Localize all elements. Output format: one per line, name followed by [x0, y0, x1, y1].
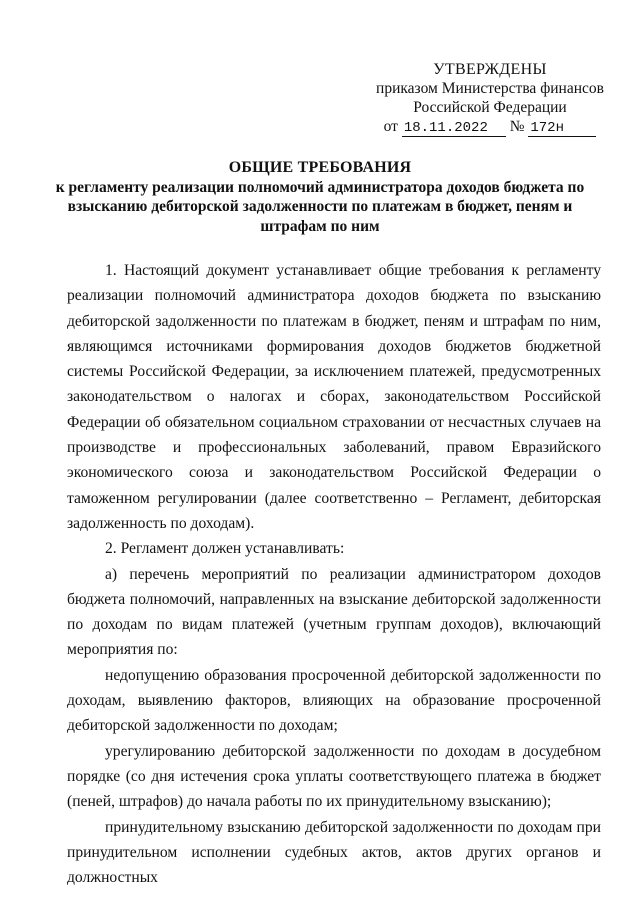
date-prefix: от	[383, 118, 398, 135]
document-title	[40, 158, 600, 236]
approval-line-country: Российской Федерации	[413, 99, 567, 116]
order-number: 172н	[528, 121, 596, 137]
paragraph-2: 2. Регламент должен устанавливать:	[105, 540, 345, 558]
title-main: ОБЩИЕ ТРЕБОВАНИЯ	[228, 159, 412, 176]
approval-line-ministry: приказом Министерства финансов	[376, 80, 604, 97]
paragraph-1: 1. Настоящий документ устанавливает общие требования к регламенту реализации полномочий администратора доходов бюджета по взысканию дебиторской задолженности по платежам в бюджет, пеням и штрафам по ним, являющимся источниками формирования доходов бюджетов бюджетной системы Российской Федерации, за исключением платежей, предусмотренных законодательством о налогах и сборах, законодательством Российской Федерации об обязательном социальном страховании от несчастных случаев на производстве и профессиональных заболеваний, правом Евразийского экономического союза и законодательством Российской Федерации о таможенном регулировании (далее соответственно – Регламент, дебиторская задолженность по доходам).	[67, 262, 601, 532]
approval-order-line	[360, 117, 620, 137]
title-subtitle: к регламенту реализации полномочий администратора доходов бюджета по взысканию дебиторской задолженности по платежам в бюджет, пеням и штрафам по ним	[55, 178, 585, 235]
paragraph-2a: а) перечень мероприятий по реализации администратором доходов бюджета полномочий, направленных на взыскание дебиторской задолженности по доходам по видам платежей (учетным группам доходов), включающий мероприятия по:	[67, 565, 601, 659]
approval-heading: УТВЕРЖДЕНЫ	[433, 61, 547, 78]
order-date: 18.11.2022	[402, 121, 506, 137]
paragraph-item-prevention: недопущению образования просроченной дебиторской задолженности по доходам, выявлению факторов, влияющих на образование просроченной дебиторской задолженности по доходам;	[67, 666, 601, 735]
approval-stamp	[360, 60, 620, 137]
number-prefix: №	[509, 118, 525, 135]
document-body	[67, 258, 601, 890]
paragraph-item-enforcement: принудительному взысканию дебиторской задолженности по доходам при принудительном исполнении судебных актов, актов других органов и должностных	[67, 818, 601, 887]
paragraph-item-pretrial: урегулированию дебиторской задолженности по доходам в досудебном порядке (со дня истечения срока уплаты соответствующего платежа в бюджет (пеней, штрафов) до начала работы по их принудительному взысканию);	[67, 742, 601, 811]
